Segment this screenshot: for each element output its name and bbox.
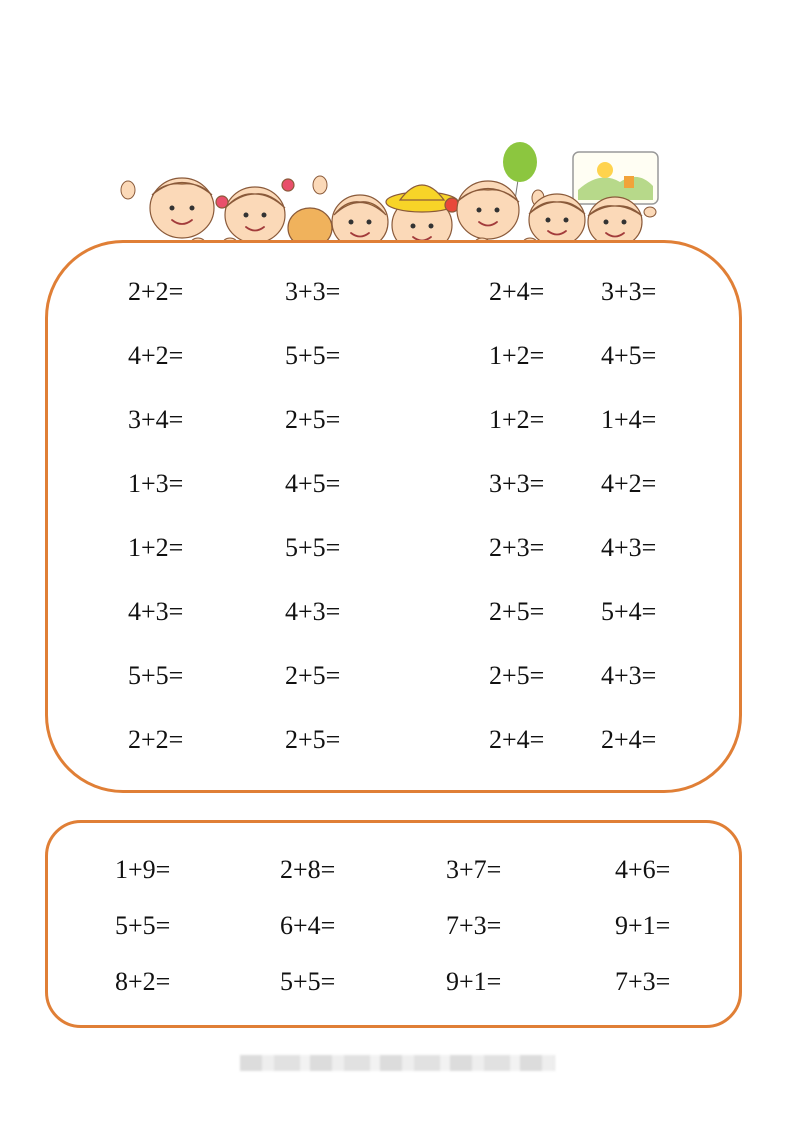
exercise-box-2 xyxy=(45,820,742,1028)
math-problem: 4+2= xyxy=(601,469,657,498)
math-problem: 5+5= xyxy=(280,967,336,996)
math-problem: 1+9= xyxy=(115,855,171,884)
math-problem: 5+4= xyxy=(601,597,657,626)
math-problem: 3+3= xyxy=(601,277,657,306)
math-problem: 5+5= xyxy=(128,661,184,690)
math-problem: 1+4= xyxy=(601,405,657,434)
problem-grid-1 xyxy=(48,243,739,790)
math-problem: 7+3= xyxy=(615,967,671,996)
math-problem: 2+2= xyxy=(128,725,184,754)
math-problem: 4+5= xyxy=(285,469,341,498)
math-problem: 3+7= xyxy=(446,855,502,884)
math-problem: 1+2= xyxy=(489,341,545,370)
math-problem: 6+4= xyxy=(280,911,336,940)
math-problem: 2+8= xyxy=(280,855,336,884)
math-problem: 3+3= xyxy=(489,469,545,498)
math-problem: 3+3= xyxy=(285,277,341,306)
math-problem: 4+3= xyxy=(128,597,184,626)
math-problem: 3+4= xyxy=(128,405,184,434)
math-problem: 1+2= xyxy=(128,533,184,562)
math-problem: 7+3= xyxy=(446,911,502,940)
math-problem: 2+2= xyxy=(128,277,184,306)
math-problem: 4+3= xyxy=(601,661,657,690)
math-problem: 4+3= xyxy=(601,533,657,562)
math-problem: 8+2= xyxy=(115,967,171,996)
math-problem: 9+1= xyxy=(446,967,502,996)
problem-grid-2 xyxy=(48,823,739,1025)
blurred-footer-watermark xyxy=(240,1055,555,1071)
math-problem: 2+5= xyxy=(489,597,545,626)
math-problem: 2+5= xyxy=(285,725,341,754)
math-problem: 4+3= xyxy=(285,597,341,626)
math-problem: 5+5= xyxy=(115,911,171,940)
exercise-box-1 xyxy=(45,240,742,793)
math-problem: 5+5= xyxy=(285,341,341,370)
math-problem: 4+6= xyxy=(615,855,671,884)
math-problem: 4+5= xyxy=(601,341,657,370)
math-problem: 2+4= xyxy=(489,725,545,754)
math-problem: 2+5= xyxy=(285,661,341,690)
math-problem: 2+3= xyxy=(489,533,545,562)
math-problem: 2+4= xyxy=(601,725,657,754)
math-problem: 1+2= xyxy=(489,405,545,434)
math-problem: 2+5= xyxy=(285,405,341,434)
math-problem: 9+1= xyxy=(615,911,671,940)
math-problem: 5+5= xyxy=(285,533,341,562)
math-problem: 1+3= xyxy=(128,469,184,498)
math-problem: 4+2= xyxy=(128,341,184,370)
math-problem: 2+5= xyxy=(489,661,545,690)
math-problem: 2+4= xyxy=(489,277,545,306)
